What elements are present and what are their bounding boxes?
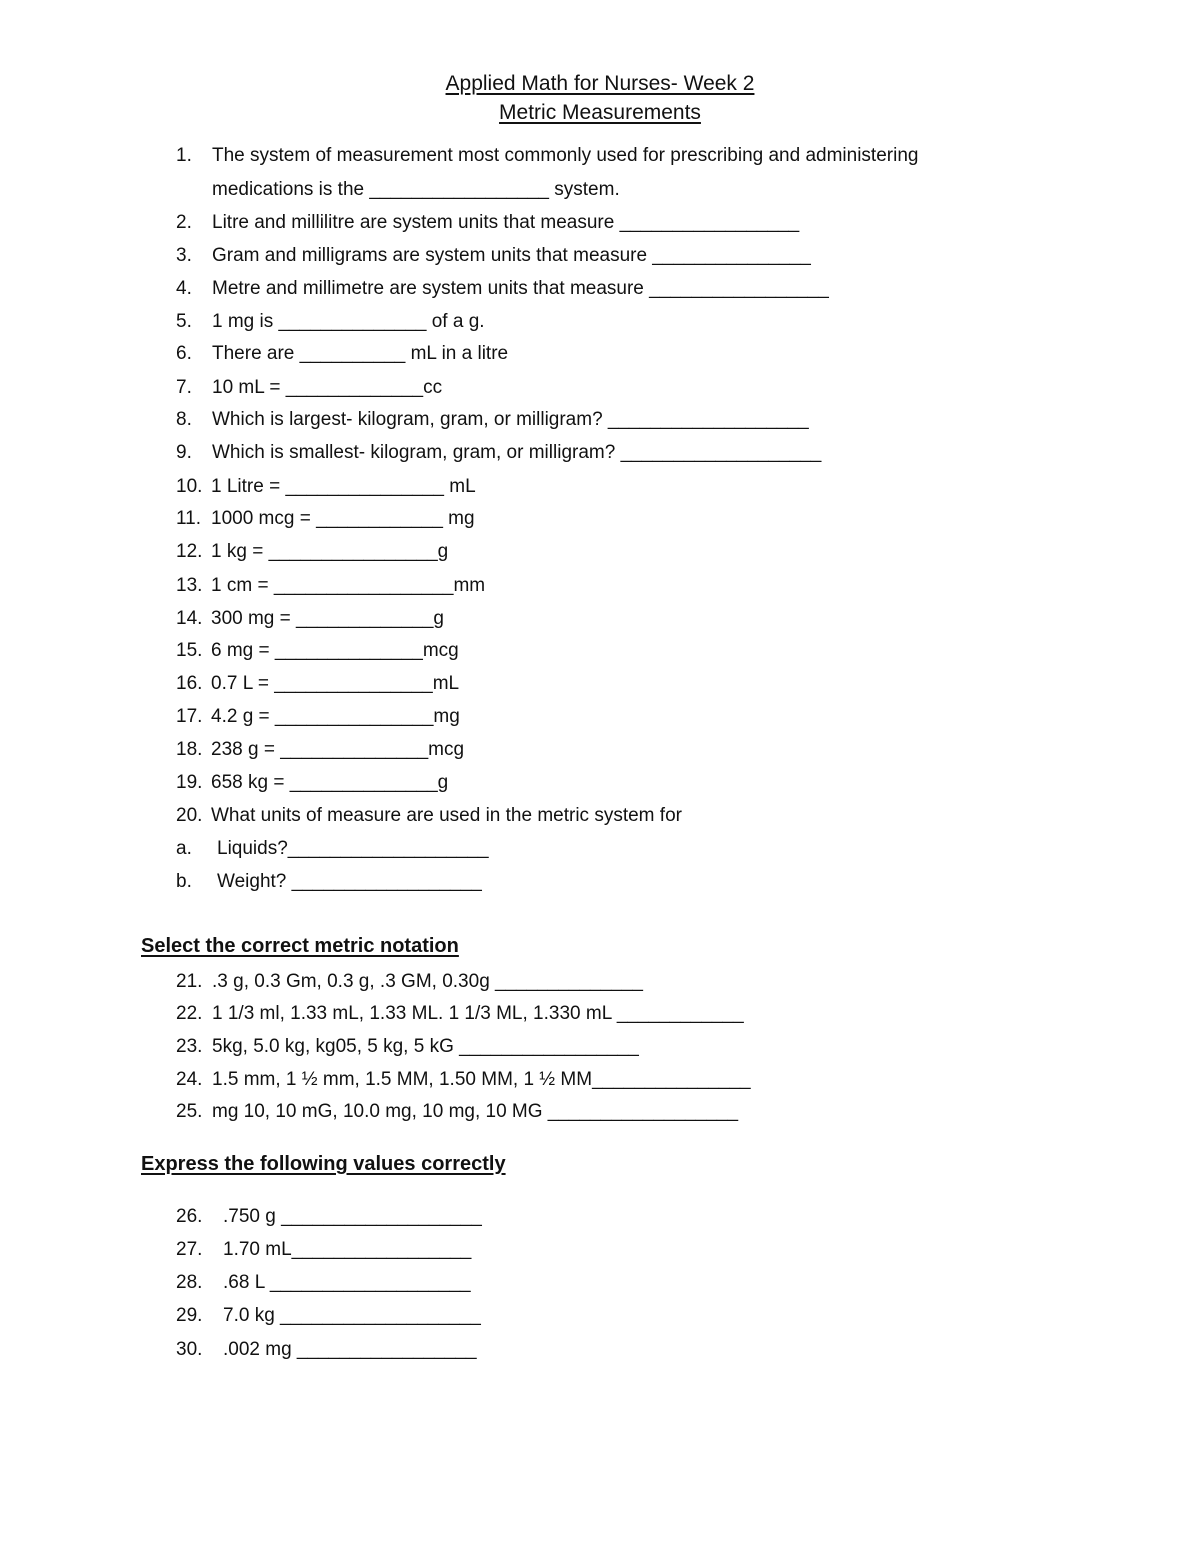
question-number: 1.: [176, 145, 192, 166]
question-number: 14.: [176, 608, 203, 629]
question-text: 1000 mcg = ____________ mg: [211, 508, 475, 529]
question-number: 24.: [176, 1069, 203, 1090]
question-text: 1 kg = ________________g: [211, 541, 449, 562]
question-number: 27.: [176, 1239, 203, 1260]
question-text: Litre and millilitre are system units that measure _________________: [212, 212, 800, 233]
question-number: 29.: [176, 1305, 203, 1326]
question-number: 3.: [176, 245, 192, 266]
section-heading-express: Express the following values correctly: [141, 1153, 506, 1175]
question-number: a.: [176, 838, 192, 859]
question-number: 25.: [176, 1101, 203, 1122]
question-number: 23.: [176, 1036, 203, 1057]
question-text: 1 Litre = _______________ mL: [211, 476, 476, 497]
question-text: .3 g, 0.3 Gm, 0.3 g, .3 GM, 0.30g ______________: [212, 971, 643, 992]
question-number: 12.: [176, 541, 203, 562]
question-number: 15.: [176, 640, 203, 661]
question-text: The system of measurement most commonly used for prescribing and administering: [212, 145, 919, 166]
question-text: Liquids?___________________: [217, 838, 489, 859]
question-text: 1 mg is ______________ of a g.: [212, 311, 485, 332]
question-number: 13.: [176, 575, 203, 596]
question-number: 10.: [176, 476, 203, 497]
question-text: 658 kg = ______________g: [211, 772, 449, 793]
question-text: 4.2 g = _______________mg: [211, 706, 460, 727]
question-text: Weight? __________________: [217, 871, 482, 892]
question-text: 0.7 L = _______________mL: [211, 673, 460, 694]
question-text: 300 mg = _____________g: [211, 608, 444, 629]
question-text: mg 10, 10 mG, 10.0 mg, 10 mg, 10 MG __________________: [212, 1101, 739, 1122]
question-number: b.: [176, 871, 192, 892]
question-number: 18.: [176, 739, 203, 760]
question-text: 1.5 mm, 1 ½ mm, 1.5 MM, 1.50 MM, 1 ½ MM_______________: [212, 1069, 751, 1090]
question-text: There are __________ mL in a litre: [212, 343, 509, 364]
question-text: Which is smallest- kilogram, gram, or milligram? ___________________: [212, 442, 822, 463]
question-number: 16.: [176, 673, 203, 694]
question-text: What units of measure are used in the metric system for: [211, 805, 682, 826]
question-text: 5kg, 5.0 kg, kg05, 5 kg, 5 kG _________________: [212, 1036, 639, 1057]
question-text: .002 mg _________________: [223, 1339, 477, 1360]
question-text: .750 g ___________________: [223, 1206, 482, 1227]
question-text: medications is the _________________ system.: [212, 179, 620, 200]
question-text: 238 g = ______________mcg: [211, 739, 465, 760]
question-number: 19.: [176, 772, 203, 793]
page-title: Applied Math for Nurses- Week 2: [445, 72, 755, 95]
question-number: 5.: [176, 311, 192, 332]
question-text: 6 mg = ______________mcg: [211, 640, 459, 661]
question-number: 30.: [176, 1339, 203, 1360]
question-number: 8.: [176, 409, 192, 430]
question-text: Metre and millimetre are system units that measure _________________: [212, 278, 829, 299]
question-number: 17.: [176, 706, 203, 727]
question-text: Gram and milligrams are system units that measure _______________: [212, 245, 811, 266]
page-subtitle: Metric Measurements: [499, 101, 701, 124]
question-text: 1 1/3 ml, 1.33 mL, 1.33 ML. 1 1/3 ML, 1.330 mL ____________: [212, 1003, 744, 1024]
question-number: 9.: [176, 442, 192, 463]
question-text: 10 mL = _____________cc: [212, 377, 443, 398]
question-text: 7.0 kg ___________________: [223, 1305, 481, 1326]
section-heading-notation: Select the correct metric notation: [141, 935, 459, 957]
question-text: 1 cm = _________________mm: [211, 575, 486, 596]
question-number: 21.: [176, 971, 203, 992]
question-number: 28.: [176, 1272, 203, 1293]
question-number: 6.: [176, 343, 192, 364]
question-text: Which is largest- kilogram, gram, or milligram? ___________________: [212, 409, 809, 430]
question-number: 11.: [176, 508, 202, 529]
question-number: 26.: [176, 1206, 203, 1227]
question-number: 4.: [176, 278, 192, 299]
question-text: .68 L ___________________: [223, 1272, 471, 1293]
question-number: 7.: [176, 377, 192, 398]
question-number: 20.: [176, 805, 203, 826]
question-number: 2.: [176, 212, 192, 233]
question-number: 22.: [176, 1003, 203, 1024]
question-text: 1.70 mL_________________: [223, 1239, 472, 1260]
